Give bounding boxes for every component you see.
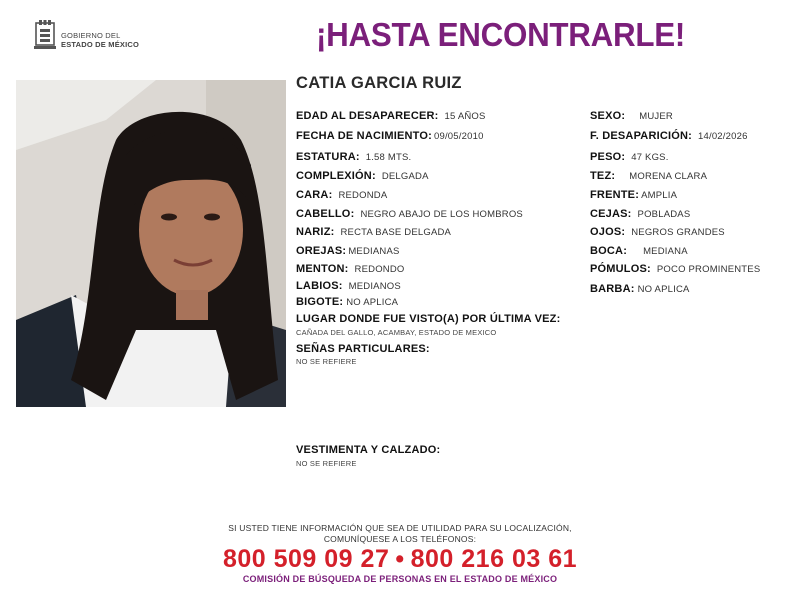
field-lips: [296, 280, 401, 292]
field-label: FECHA DE NACIMIENTO:: [296, 130, 432, 142]
field-eyebrows: [590, 208, 690, 220]
field-label: TEZ:: [590, 170, 616, 182]
field-weight: [590, 151, 669, 163]
field-height: [296, 151, 411, 163]
field-value: NEGRO ABAJO DE LOS HOMBROS: [360, 209, 523, 220]
field-value: MORENA CLARA: [629, 171, 708, 182]
headline: ¡HASTA ENCONTRARLE!: [316, 16, 686, 53]
field-value: REDONDO: [354, 264, 405, 275]
field-disappearance-date: [590, 130, 748, 142]
field-label: CABELLO:: [296, 208, 355, 220]
clothing-value: NO SE REFIERE: [296, 459, 357, 468]
field-label: F. DESAPARICIÓN:: [590, 130, 693, 142]
field-label: CARA:: [296, 189, 333, 201]
field-value: 1.58 MTS.: [365, 152, 412, 163]
field-label: OJOS:: [590, 226, 626, 238]
particular-marks-value: NO SE REFIERE: [296, 357, 357, 366]
field-ears: [296, 245, 400, 257]
field-eyes: [590, 226, 725, 238]
info-line-1: SI USTED TIENE INFORMACIÓN QUE SEA DE UTILIDAD PARA SU LOCALIZACIÓN,: [228, 523, 572, 533]
logo-line1: GOBIERNO DEL: [61, 31, 121, 40]
field-value: DELGADA: [381, 171, 429, 182]
field-value: RECTA BASE DELGADA: [340, 227, 452, 238]
info-line-2: COMUNÍQUESE A LOS TELÉFONOS:: [323, 534, 477, 544]
field-value: MEDIANOS: [348, 281, 401, 292]
field-hair: [296, 208, 523, 220]
field-value: NO APLICA: [346, 297, 399, 308]
phone-number-2[interactable]: 800 216 03 61: [410, 545, 578, 573]
field-label: ESTATURA:: [296, 151, 360, 163]
field-label: SEXO:: [590, 110, 626, 122]
field-label: NARIZ:: [296, 226, 335, 238]
field-label: BIGOTE:: [296, 296, 344, 308]
phone-separator: •: [395, 545, 405, 573]
field-label: BOCA:: [590, 245, 628, 257]
clothing-label: VESTIMENTA Y CALZADO:: [296, 444, 441, 456]
field-build: [296, 170, 429, 182]
commission-name: COMISIÓN DE BÚSQUEDA DE PERSONAS EN EL ESTADO DE MÉXICO: [242, 574, 558, 584]
field-label: COMPLEXIÓN:: [296, 170, 376, 182]
field-age: [296, 110, 486, 122]
field-label: BARBA:: [590, 283, 635, 295]
field-face: [296, 189, 387, 201]
missing-person-photo: [16, 80, 286, 407]
field-label: PÓMULOS:: [590, 263, 651, 275]
field-value: 14/02/2026: [698, 131, 748, 142]
field-value: 15 AÑOS: [444, 111, 486, 122]
field-label: FRENTE:: [590, 189, 640, 201]
field-value: 09/05/2010: [434, 131, 484, 142]
field-value: REDONDA: [338, 190, 388, 201]
field-nose: [296, 226, 451, 238]
field-label: LABIOS:: [296, 280, 343, 292]
field-value: NEGROS GRANDES: [631, 227, 725, 238]
phone-numbers: [0, 545, 800, 574]
field-label: PESO:: [590, 151, 626, 163]
field-value: POBLADAS: [637, 209, 691, 220]
field-cheekbones: [590, 263, 760, 275]
field-mouth: [590, 245, 688, 257]
field-value: NO APLICA: [637, 284, 690, 295]
field-value: AMPLIA: [641, 190, 678, 201]
field-sex: [590, 110, 673, 122]
field-mustache: [296, 296, 398, 308]
logo-line2: ESTADO DE MÉXICO: [61, 40, 140, 49]
field-value: 47 KGS.: [631, 152, 669, 163]
last-seen-label: LUGAR DONDE FUE VISTO(A) POR ÚLTIMA VEZ:: [296, 313, 561, 325]
field-skin-tone: [590, 170, 707, 182]
phone-number-1[interactable]: 800 509 09 27: [222, 545, 390, 573]
field-birth-date: [296, 130, 484, 142]
field-value: MEDIANAS: [348, 246, 400, 257]
field-value: POCO PROMINENTES: [656, 264, 761, 275]
field-label: CEJAS:: [590, 208, 632, 220]
field-beard: [590, 283, 690, 295]
field-label: EDAD AL DESAPARECER:: [296, 110, 439, 122]
portrait-image: [16, 80, 286, 407]
last-seen-value: CAÑADA DEL GALLO, ACAMBAY, ESTADO DE MEXICO: [296, 328, 497, 337]
field-label: OREJAS:: [296, 245, 347, 257]
field-value: MUJER: [639, 111, 673, 122]
field-value: MEDIANA: [643, 246, 688, 257]
particular-marks-label: SEÑAS PARTICULARES:: [296, 343, 430, 355]
state-seal-icon: [34, 20, 56, 50]
field-chin: [296, 263, 405, 275]
government-logo: [34, 20, 154, 56]
field-label: MENTON:: [296, 263, 349, 275]
person-name: CATIA GARCIA RUIZ: [296, 74, 462, 92]
field-forehead: [590, 189, 677, 201]
